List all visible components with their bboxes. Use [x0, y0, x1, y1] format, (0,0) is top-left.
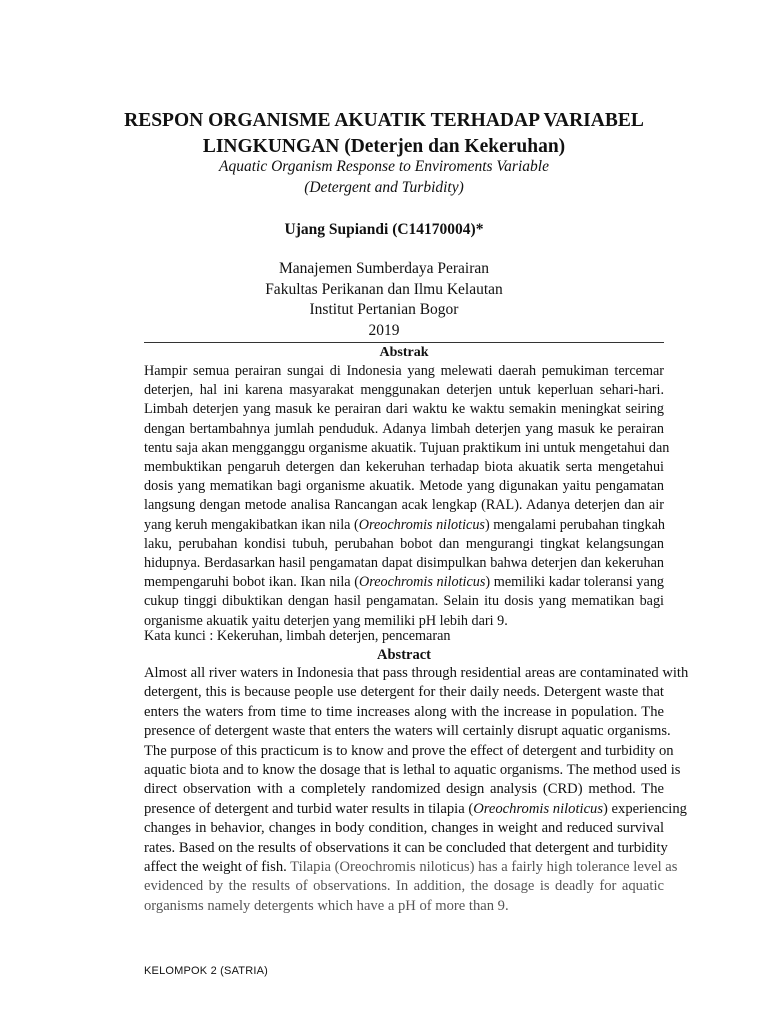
- abstrak-line: membuktikan pengaruh detergen dan kekeruhan terhadap biota akuatik serta mengetahui: [144, 459, 664, 476]
- abstrak-line: cukup tinggi dibuktikan dengan hasil pengamatan. Selain itu dosis yang mematikan bagi: [144, 593, 664, 610]
- abstract-text: presence of detergent and turbid water results in tilapia (: [144, 800, 474, 817]
- species-name: Oreochromis niloticus: [473, 800, 604, 817]
- abstrak-line: deterjen, hal ini karena masyarakat menggunakan deterjen untuk keperluan sehari-hari.: [144, 382, 664, 399]
- abstract-line: rates. Based on the results of observations it can be concluded that detergent and turbidity: [144, 839, 668, 856]
- abstract-line: aquatic biota and to know the dosage that is lethal to aquatic organisms. The method used is: [144, 762, 681, 779]
- abstract-line: detergent, this is because people use detergent for their daily needs. Detergent waste that: [144, 684, 664, 701]
- affiliation-department: Manajemen Sumberdaya Perairan: [278, 260, 490, 277]
- abstract-line: direct observation with a completely randomized design analysis (CRD) method. The: [144, 781, 664, 798]
- abstrak-line: organisme akuatik yaitu deterjen yang memiliki pH lebih dari 9.: [144, 612, 508, 629]
- abstract-line: changes in behavior, changes in body condition, changes in weight and reduced survival: [144, 820, 664, 837]
- abstrak-line: [144, 516, 664, 535]
- abstrak-text: ) memiliki kadar toleransi yang: [485, 574, 665, 591]
- paper-title: [100, 108, 668, 160]
- abstrak-body: [144, 362, 670, 631]
- abstrak-line: laku, perubahan kondisi tubuh, perubahan bobot dan mengurangi tingkat kelangsungan: [144, 535, 664, 552]
- paper-subtitle-line-2: (Detergent and Turbidity): [304, 179, 464, 196]
- abstract-line: Almost all river waters in Indonesia that pass through residential areas are contaminated with: [144, 665, 689, 681]
- abstract-line: evidenced by the results of observations. In addition, the dosage is deadly for aquatic: [144, 878, 664, 895]
- abstrak-text: yang keruh mengakibatkan ikan nila (: [144, 516, 359, 533]
- abstrak-line: Hampir semua perairan sungai di Indonesia yang melewati daerah pemukiman tercemar: [144, 363, 664, 379]
- abstrak-line: dosis yang mematikan bagi organisme akuatik. Metode yang digunakan yaitu pengamatan: [144, 478, 664, 495]
- paper-subtitle-line-1: Aquatic Organism Response to Enviroments Variable: [219, 158, 549, 175]
- abstract-line: organisms namely detergents which have a pH of more than 9.: [144, 897, 509, 914]
- abstract-line: The purpose of this practicum is to know and prove the effect of detergent and turbidity on: [144, 742, 674, 759]
- section-divider: [144, 342, 664, 343]
- abstrak-line: [144, 573, 664, 592]
- abstrak-line: hidupnya. Berdasarkan hasil pengamatan dapat disimpulkan bahwa deterjen dan kekeruhan: [144, 555, 664, 572]
- footer-group-label: KELOMPOK 2 (SATRIA): [144, 965, 269, 977]
- affiliation-institution: Institut Pertanian Bogor: [309, 301, 459, 318]
- author-name: Ujang Supiandi (C14170004)*: [284, 221, 484, 238]
- abstract-body: [144, 664, 689, 916]
- abstrak-line: tentu saja akan mengganggu organisme akuatik. Tujuan praktikum ini untuk mengetahui dan: [144, 439, 670, 456]
- species-name: Oreochromis niloticus: [359, 574, 486, 591]
- abstract-line: enters the waters from time to time increases along with the increase in population. The: [144, 703, 664, 720]
- keywords: Kata kunci : Kekeruhan, limbah deterjen, pencemaran: [144, 628, 451, 644]
- abstract-line: [144, 800, 687, 819]
- affiliation-block: [100, 259, 668, 341]
- abstrak-line: dengan bertambahnya jumlah penduduk. Adanya limbah deterjen yang masuk ke perairan: [144, 420, 664, 437]
- affiliation-faculty: Fakultas Perikanan dan Ilmu Kelautan: [265, 280, 503, 298]
- abstract-text-muted: Tilapia (Oreochromis niloticus) has a fairly high tolerance level as: [290, 859, 678, 876]
- paper-subtitle: [100, 156, 668, 198]
- abstrak-heading: Abstrak: [379, 345, 429, 360]
- abstract-text: ) experiencing: [603, 800, 687, 817]
- abstrak-text: mempengaruhi bobot ikan. Ikan nila (: [144, 574, 360, 591]
- abstrak-line: langsung dengan metode analisa Rancangan acak lengkap (RAL). Adanya deterjen dan air: [144, 497, 664, 514]
- species-name: Oreochromis niloticus: [358, 516, 485, 533]
- abstrak-line: Limbah deterjen yang masuk ke perairan dari waktu ke waktu semakin meningkat seiring: [144, 401, 664, 418]
- affiliation-year: 2019: [368, 321, 400, 339]
- paper-title-line-1: RESPON ORGANISME AKUATIK TERHADAP VARIABEL: [124, 110, 644, 131]
- abstract-line: presence of detergent waste that enters the waters will certainly disrupt aquatic organisms.: [144, 723, 671, 740]
- abstract-text: affect the weight of fish.: [144, 859, 291, 876]
- abstract-line: [144, 858, 678, 877]
- paper-title-line-2: LINGKUNGAN (Deterjen dan Kekeruhan): [202, 136, 566, 157]
- abstract-heading: Abstract: [377, 647, 431, 663]
- abstrak-text: ) mengalami perubahan tingkah: [484, 516, 665, 533]
